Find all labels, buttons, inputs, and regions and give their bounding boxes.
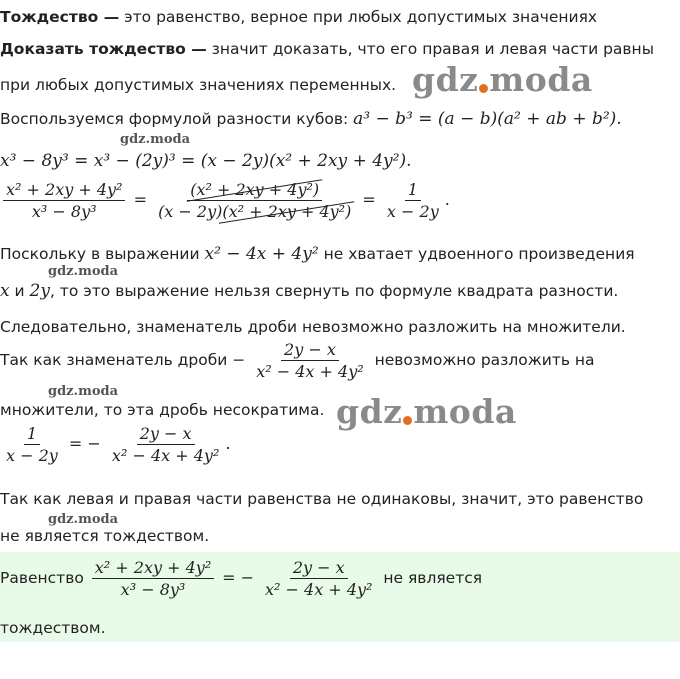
para3-text1: Так как знаменатель дроби: [0, 351, 228, 369]
step2-equation: $\frac{\text{x² + 2xy + 4y²}}{\text{x³ − 8y³}}$ = $\frac{\text{(x² + 2xy + 4y²)}}{\text{(x − 2y)(x² + 2xy + 4y²)}}$ = $\frac{1}{x - 2y}$ .: [0, 180, 450, 221]
step3-rhs-den: x² − 4x + 4y²: [111, 446, 220, 465]
para1-line1: [0, 244, 635, 264]
prove-line: [0, 40, 654, 58]
step1-expression: x³ − 8y³ = x³ − (2y)³ = (x − 2y)(x² + 2xy + 4y²).: [0, 151, 412, 171]
result-tail: не является: [383, 569, 483, 587]
watermark-small-3: gdz.moda: [48, 384, 119, 399]
step3-lhs-den: x − 2y: [6, 446, 58, 465]
result-lhs-den: x³ − 8y³: [120, 580, 186, 599]
step3-lhs-fraction: [3, 424, 61, 465]
para3-line2: множители, то эта дробь несократима.: [0, 401, 325, 419]
step3-equation: $\frac{1}{x - 2y}$ = − $\frac{2y - x}{\text{x² − 4x + 4y²}}$ .: [0, 424, 230, 465]
para1-expr: x² − 4x + 4y²: [204, 244, 319, 264]
formula-expression: a³ − b³ = (a − b)(a² + ab + b²).: [353, 109, 622, 129]
watermark-large-1: gdz moda: [412, 60, 593, 99]
para1-var1: x: [0, 281, 10, 301]
result-box: [0, 552, 680, 642]
result-word: Равенство: [0, 569, 84, 587]
para1-var2: 2y: [29, 281, 50, 301]
formula-intro: Воспользуемся формулой разности кубов:: [0, 110, 349, 128]
para3-fraction: [253, 340, 366, 381]
definition-text: это равенство, верное при любых допустимых значениях: [119, 8, 598, 26]
step2-rhs-fraction: [384, 180, 442, 221]
step2-mid-den-a: (x − 2y): [158, 202, 223, 221]
step3-lhs-num: 1: [24, 424, 40, 445]
watermark-small-1: gdz.moda: [120, 132, 191, 147]
watermark-dot-icon: [403, 416, 412, 425]
step2-lhs-den: x³ − 8y³: [31, 202, 97, 221]
watermark-small-4: gdz.moda: [48, 512, 119, 527]
para3-line1: Так как знаменатель дроби − $\frac{2y - x}{\text{x² − 4x + 4y²}}$ невозможно разложить на: [0, 340, 595, 381]
para3-text2: невозможно разложить на: [374, 351, 595, 369]
para3-num: 2y − x: [281, 340, 339, 361]
para1-line2: [0, 281, 618, 301]
watermark-small-2: gdz.moda: [48, 264, 119, 279]
watermark-large-2: gdz moda: [336, 392, 517, 431]
step2-lhs-fraction: [3, 180, 125, 221]
step2-rhs-den: x − 2y: [386, 202, 439, 221]
prove-text: значит доказать, что его правая и левая части равны: [206, 40, 654, 58]
step3-rhs-num: 2y − x: [137, 424, 195, 445]
result-rhs-num: 2y − x: [290, 558, 348, 579]
para1-and: и: [9, 282, 30, 300]
step2-rhs-num: 1: [405, 180, 421, 201]
step2-mid-den-b: (x² + 2xy + 4y²): [222, 202, 352, 221]
para1-text3: , то это выражение нельзя свернуть по формуле квадрата разности.: [49, 282, 619, 300]
result-line1: Равенство $\frac{\text{x² + 2xy + 4y²}}{\text{x³ − 8y³}}$ = − $\frac{2y - x}{\text{x² − 4x + 4y²}}$ не является: [0, 558, 483, 599]
para1-text1: Поскольку в выражении: [0, 245, 200, 263]
para3-den: x² − 4x + 4y²: [256, 362, 364, 381]
para4-line2: не является тождеством.: [0, 527, 210, 545]
prove-term: Доказать тождество —: [0, 40, 207, 58]
step3-rhs-fraction: [109, 424, 222, 465]
definition-term: Тождество —: [0, 8, 120, 26]
step2-lhs-num: x² + 2xy + 4y²: [3, 180, 125, 201]
para2: Следовательно, знаменатель дроби невозможно разложить на множители.: [0, 318, 626, 336]
para4-line1: Так как левая и правая части равенства не одинаковы, значит, это равенство: [0, 490, 644, 508]
definition-line: [0, 8, 597, 26]
result-lhs-num: x² + 2xy + 4y²: [92, 558, 214, 579]
step2-mid-num: (x² + 2xy + 4y²): [190, 180, 320, 199]
para1-text2: не хватает удвоенного произведения: [323, 245, 635, 263]
result-rhs-den: x² − 4x + 4y²: [265, 580, 373, 599]
result-rhs-fraction: [262, 558, 375, 599]
step2-mid-fraction: [155, 180, 354, 221]
formula-line: [0, 109, 622, 129]
result-line2: тождеством.: [0, 619, 106, 637]
result-lhs-fraction: [92, 558, 214, 599]
watermark-dot-icon: [479, 84, 488, 93]
prove-line-2: при любых допустимых значениях переменных.: [0, 76, 397, 94]
